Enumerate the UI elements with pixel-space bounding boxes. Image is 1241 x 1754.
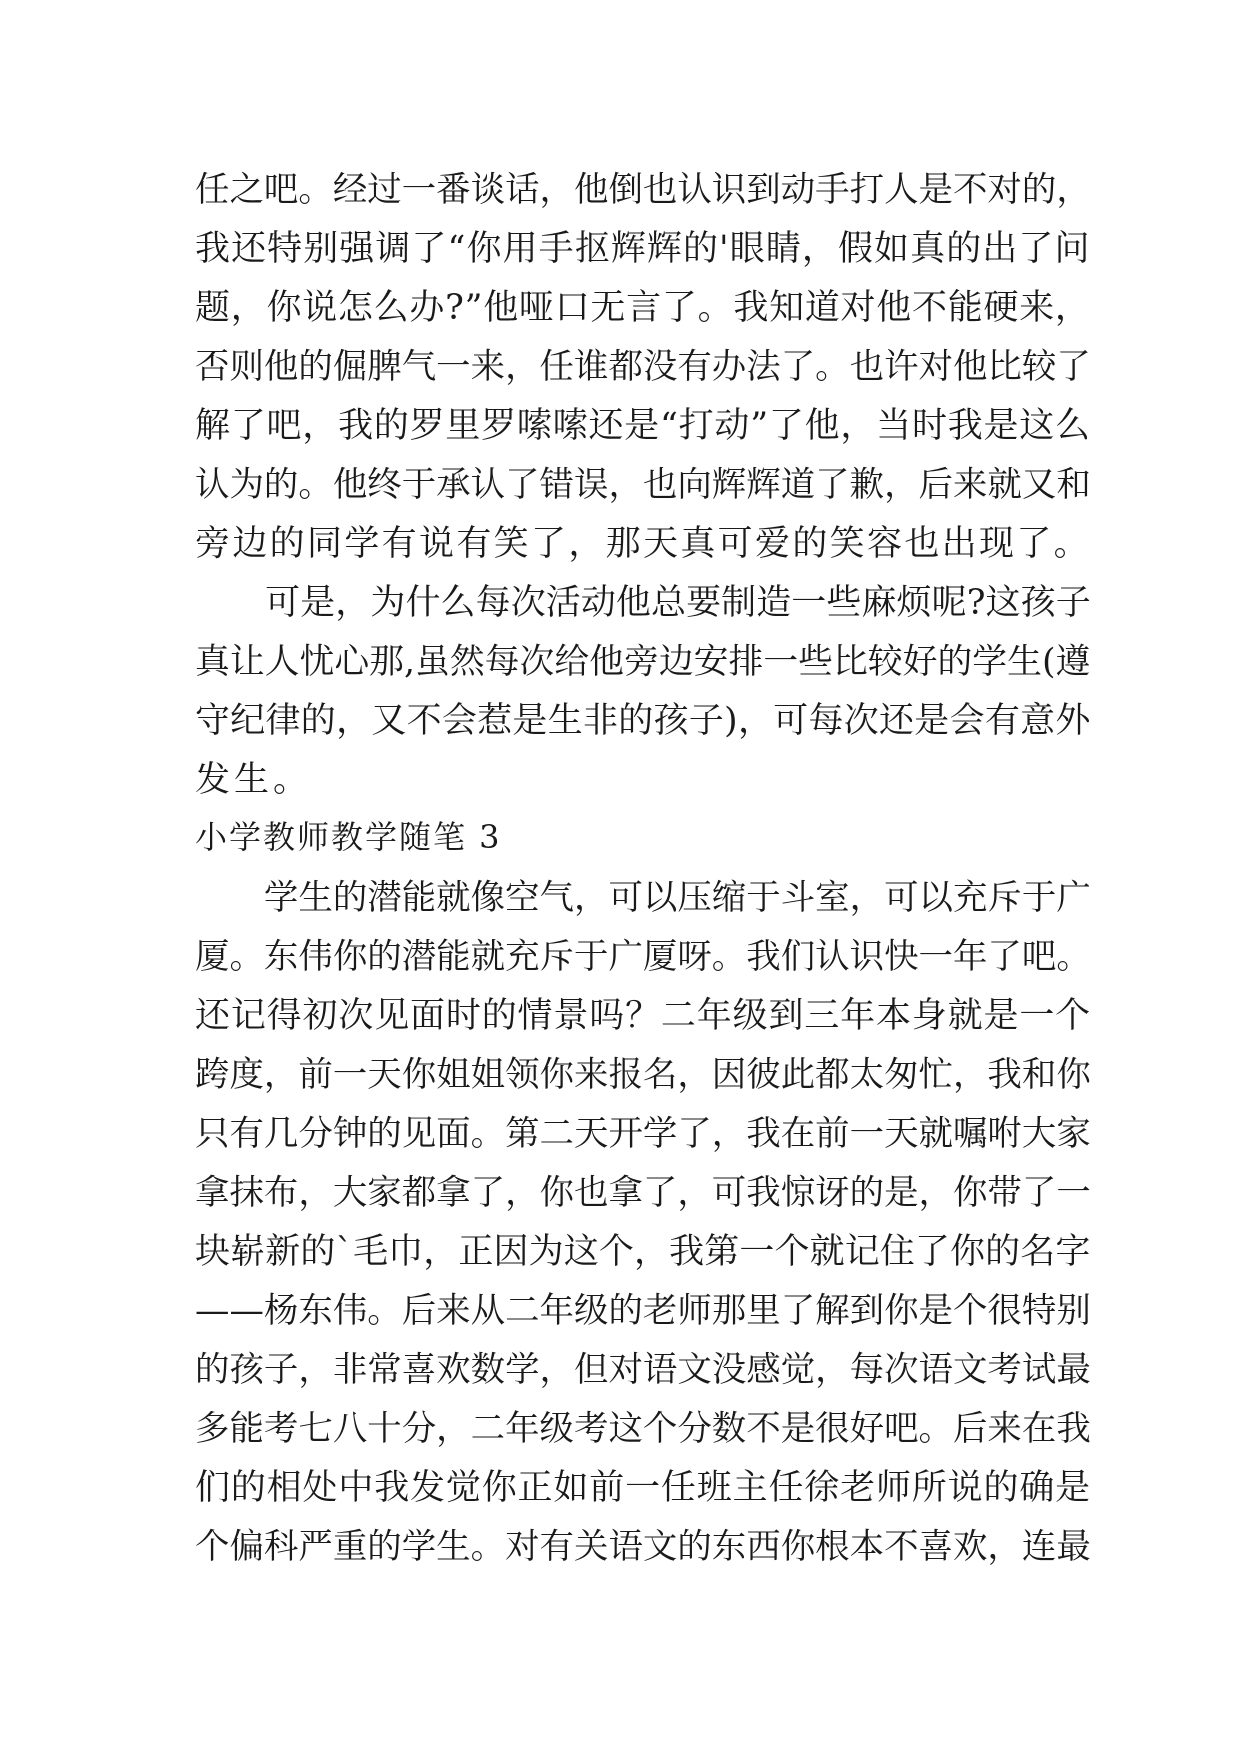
text-line: ——杨东伟。后来从二年级的老师那里了解到你是个很特别: [195, 1291, 1091, 1331]
text-line: 发生。: [195, 760, 313, 800]
text-line: 真让人忧心那,虽然每次给他旁边安排一些比较好的学生(遵: [195, 642, 1091, 682]
text-line: 个偏科严重的学生。对有关语文的东西你根本不喜欢，连最: [195, 1527, 1091, 1567]
text-line: 多能考七八十分，二年级考这个分数不是很好吧。后来在我: [195, 1409, 1091, 1449]
text-line: 任之吧。经过一番谈话，他倒也认识到动手打人是不对的，: [195, 170, 1091, 210]
text-line: 厦。东伟你的潜能就充斥于广厦呀。我们认识快一年了吧。: [195, 937, 1091, 977]
text-line: 解了吧，我的罗里罗嗦嗦还是“打动”了他，当时我是这么: [195, 406, 1091, 446]
text-line: 还记得初次见面时的情景吗？二年级到三年本身就是一个: [195, 996, 1092, 1036]
text-line: 守纪律的，又不会惹是生非的孩子)，可每次还是会有意外: [195, 701, 1091, 741]
text-line: 只有几分钟的见面。第二天开学了，我在前一天就嘱咐大家: [195, 1114, 1091, 1154]
text-line: 的孩子，非常喜欢数学，但对语文没感觉，每次语文考试最: [195, 1350, 1091, 1390]
paragraph-start-line: 学生的潜能就像空气，可以压缩于斗室，可以充斥于广: [195, 878, 1091, 918]
text-line: 拿抹布，大家都拿了，你也拿了，可我惊讶的是，你带了一: [195, 1173, 1091, 1213]
text-line: 我还特别强调了“你用手抠辉辉的'眼睛，假如真的出了问: [195, 229, 1091, 269]
paragraph-start-line: 可是，为什么每次活动他总要制造一些麻烦呢?这孩子: [195, 583, 1091, 623]
text-line: 认为的。他终于承认了错误，也向辉辉道了歉，后来就又和: [195, 465, 1091, 505]
text-line: 块崭新的`毛巾，正因为这个，我第一个就记住了你的名字: [195, 1232, 1091, 1272]
section-heading: 小学教师教学随笔 3: [195, 818, 502, 856]
text-line: 题，你说怎么办?”他哑口无言了。我知道对他不能硬来，: [195, 288, 1091, 328]
text-line: 们的相处中我发觉你正如前一任班主任徐老师所说的确是: [195, 1468, 1092, 1508]
text-line: 跨度，前一天你姐姐领你来报名，因彼此都太匆忙，我和你: [195, 1055, 1091, 1095]
text-line: 旁边的同学有说有笑了，那天真可爱的笑容也出现了。: [195, 524, 1092, 564]
text-line: 否则他的倔脾气一来，任谁都没有办法了。也许对他比较了: [195, 347, 1091, 387]
